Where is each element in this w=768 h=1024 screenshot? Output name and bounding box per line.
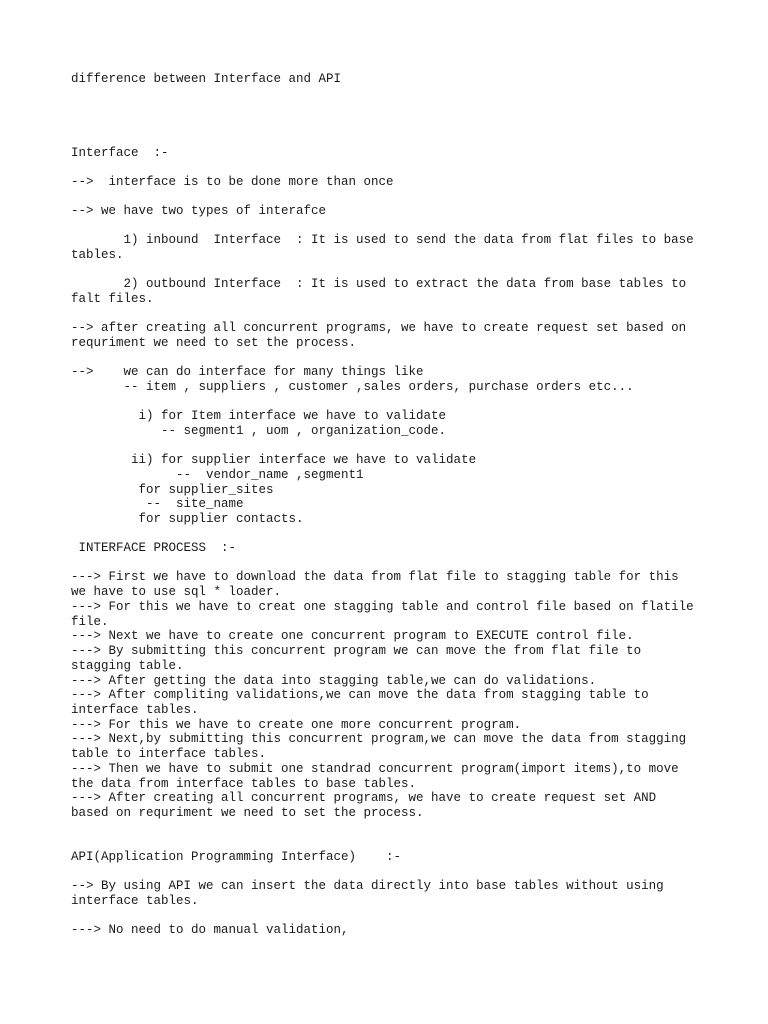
text-line: stagging table. <box>71 659 184 673</box>
text-line: -- item , suppliers , customer ,sales orders, purchase orders etc... <box>71 380 634 394</box>
text-line: ---> For this we have to create one more concurrent program. <box>71 718 522 732</box>
text-line: interface tables. <box>71 894 199 908</box>
text-line: requriment we need to set the process. <box>71 336 357 350</box>
text-line: ii) for supplier interface we have to validate <box>71 453 477 467</box>
text-line: we have to use sql * loader. <box>71 585 282 599</box>
text-line: falt files. <box>71 292 154 306</box>
text-line: ---> First we have to download the data from flat file to stagging table for this <box>71 570 679 584</box>
text-line: ---> For this we have to creat one stagging table and control file based on flatile <box>71 600 694 614</box>
text-line: 2) outbound Interface : It is used to extract the data from base tables to <box>71 277 687 291</box>
section-heading-api: API(Application Programming Interface) :- <box>71 850 402 864</box>
text-line: ---> Then we have to submit one standrad concurrent program(import items),to move <box>71 762 679 776</box>
text-line: ---> Next we have to create one concurrent program to EXECUTE control file. <box>71 629 634 643</box>
text-line: based on requriment we need to set the process. <box>71 806 424 820</box>
document-title: difference between Interface and API <box>71 72 342 86</box>
text-line: ---> After creating all concurrent programs, we have to create request set AND <box>71 791 657 805</box>
text-line: --> By using API we can insert the data directly into base tables without using <box>71 879 664 893</box>
text-line: ---> After compliting validations,we can move the data from stagging table to <box>71 688 649 702</box>
section-heading-interface: Interface :- <box>71 146 169 160</box>
text-line: ---> After getting the data into stagging table,we can do validations. <box>71 674 597 688</box>
text-line: interface tables. <box>71 703 199 717</box>
text-line: i) for Item interface we have to validate <box>71 409 447 423</box>
section-heading-interface-process: INTERFACE PROCESS :- <box>71 541 237 555</box>
text-line: for supplier_sites <box>71 483 274 497</box>
text-line: file. <box>71 615 109 629</box>
text-line: -- segment1 , uom , organization_code. <box>71 424 447 438</box>
text-line: for supplier contacts. <box>71 512 304 526</box>
text-line: --> we have two types of interafce <box>71 204 327 218</box>
text-line: --> interface is to be done more than once <box>71 175 394 189</box>
text-line: the data from interface tables to base tables. <box>71 777 417 791</box>
text-line: --> after creating all concurrent programs, we have to create request set based on <box>71 321 687 335</box>
text-line: ---> By submitting this concurrent program we can move the from flat file to <box>71 644 642 658</box>
text-line: 1) inbound Interface : It is used to send the data from flat files to base <box>71 233 694 247</box>
text-line: ---> No need to do manual validation, <box>71 923 349 937</box>
text-line: table to interface tables. <box>71 747 267 761</box>
text-line: --> we can do interface for many things like <box>71 365 424 379</box>
text-line: -- site_name <box>71 497 244 511</box>
text-line: -- vendor_name ,segment1 <box>71 468 364 482</box>
text-line: tables. <box>71 248 124 262</box>
text-line: ---> Next,by submitting this concurrent program,we can move the data from stagging <box>71 732 687 746</box>
